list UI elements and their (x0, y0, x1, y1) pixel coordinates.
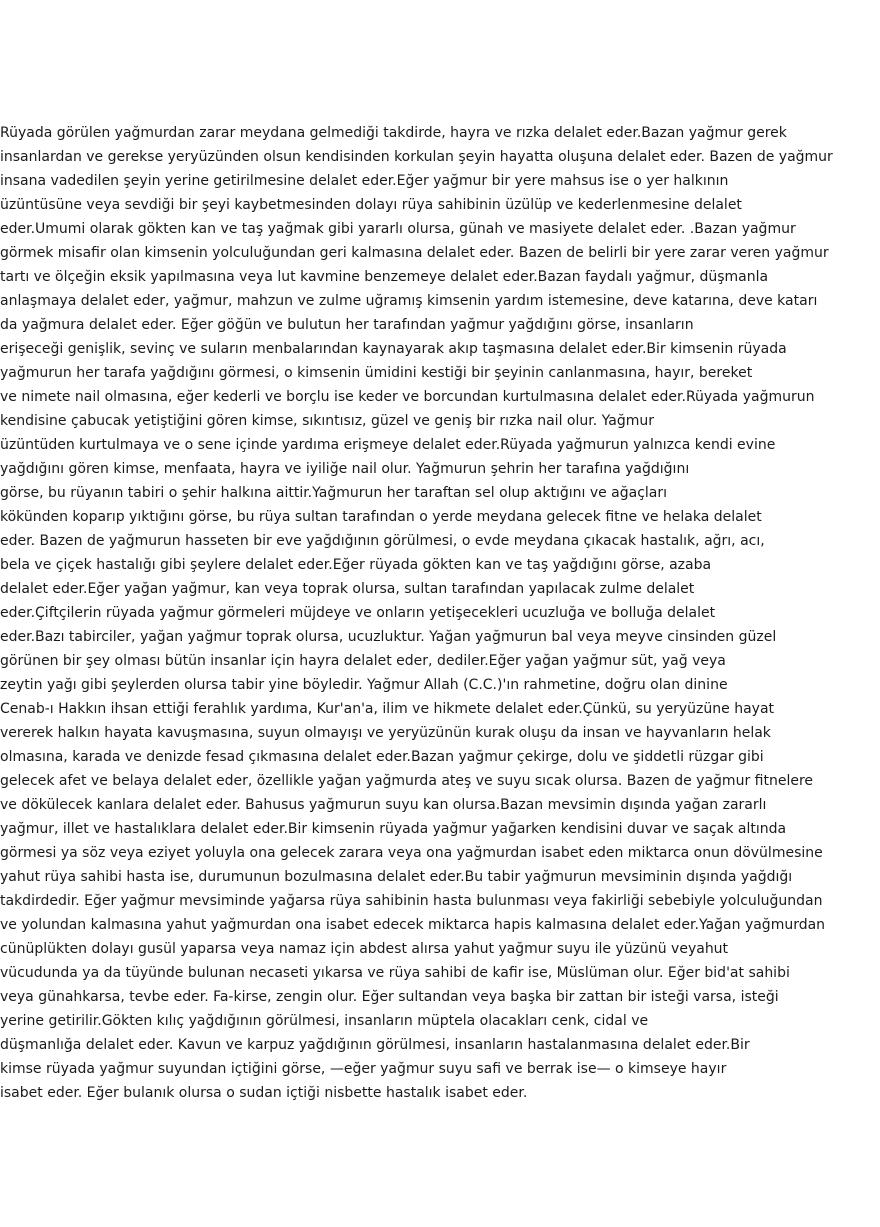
text-line: Rüyada görülen yağmurdan zarar meydana gelmediği takdirde, hayra ve rızka delalet eder.Bazan yağmur gerek (0, 125, 787, 141)
text-line: erişeceği genişlik, sevinç ve suların menbalarından kaynayarak akıp taşmasına delalet eder.Bir kimsenin rüyada (0, 341, 787, 357)
text-line: yağmurun her tarafa yağdığını görmesi, o kimsenin ümidini kestiği bir şeyinin canlanmasına, hayır, bereket (0, 365, 753, 381)
text-line: yağdığını gören kimse, menfaata, hayra ve iyiliğe nail olur. Yağmurun şehrin her tarafına yağdığını (0, 461, 690, 477)
text-line: bela ve çiçek hastalığı gibi şeylere delalet eder.Eğer rüyada gökten kan ve taş yağdığını görse, azaba (0, 557, 712, 573)
text-line: vererek halkın hayata kavuşmasına, suyun olmayışı ve yeryüzünün kurak oluşu da insan ve hayvanların helak (0, 725, 771, 741)
text-line: kendisine çabucak yetiştiğini gören kimse, sıkıntısız, güzel ve geniş bir rızka nail olur. Yağmur (0, 413, 654, 429)
text-line: gelecek afet ve belaya delalet eder, özellikle yağan yağmurda ateş ve suyu sıcak olursa. Bazen de yağmur fitnelere (0, 773, 814, 789)
text-line: eder.Çiftçilerin rüyada yağmur görmeleri müjdeye ve onların yetişecekleri ucuzluğa ve bolluğa delalet (0, 605, 716, 621)
text-line: insanlardan ve gerekse yeryüzünden olsun kendisinden korkulan şeyin hayatta oluşuna delalet eder. Bazen de yağmur (0, 149, 833, 165)
text-line: görmek misafir olan kimsenin yolculuğundan geri kalmasına delalet eder. Bazen de belirli bir yere zarar veren yağmur (0, 245, 829, 261)
text-line: vücudunda ya da tüyünde bulunan necaseti yıkarsa ve rüya sahibi de kafir ise, Müslüman olur. Eğer bid'at sahibi (0, 965, 790, 981)
text-line: delalet eder.Eğer yağan yağmur, kan veya toprak olursa, sultan tarafından yapılacak zulme delalet (0, 581, 695, 597)
text-line: anlaşmaya delalet eder, yağmur, mahzun ve zulme uğramış kimsenin yardım istemesine, deve katarına, deve katarı (0, 293, 818, 309)
text-line: görmesi ya söz veya eziyet yoluyla ona gelecek zarara veya ona yağmurdan isabet eden miktarca onun dövülmesine (0, 845, 823, 861)
text-line: takdirdedir. Eğer yağmur mevsiminde yağarsa rüya sahibinin hasta bulunması veya fakirliği sebebiyle yolculuğundan (0, 893, 823, 909)
text-line: ve nimete nail olmasına, eğer kederli ve borçlu ise keder ve borcundan kurtulmasına delalet eder.Rüyada yağmurun (0, 389, 815, 405)
text-line: zeytin yağı gibi şeylerden olursa tabir yine böyledir. Yağmur Allah (C.C.)'ın rahmetine, doğru olan dinine (0, 677, 728, 693)
text-line: olmasına, karada ve denizde fesad çıkmasına delalet eder.Bazan yağmur çekirge, dolu ve şiddetli rüzgar gibi (0, 749, 764, 765)
text-line: yağmur, illet ve hastalıklara delalet eder.Bir kimsenin rüyada yağmur yağarken kendisini duvar ve saçak altında (0, 821, 787, 837)
text-line: Cenab-ı Hakkın ihsan ettiği ferahlık yardıma, Kur'an'a, ilim ve hikmete delalet eder.Çünkü, su yeryüzüne hayat (0, 701, 775, 717)
text-line: isabet eder. Eğer bulanık olursa o sudan içtiği nisbette hastalık isabet eder. (0, 1085, 528, 1101)
text-line: cünüplükten dolayı gusül yaparsa veya namaz için abdest alırsa yahut yağmur suyu ile yüzünü veyahut (0, 941, 729, 957)
text-line: ve dökülecek kanlara delalet eder. Bahusus yağmurun suyu kan olursa.Bazan mevsimin dışında yağan zararlı (0, 797, 767, 813)
text-line: kökünden koparıp yıktığını görse, bu rüya sultan tarafından o yerde meydana gelecek fitne ve helaka delalet (0, 509, 762, 525)
text-line: eder.Umumi olarak gökten kan ve taş yağmak gibi yararlı olursa, günah ve masiyete delalet eder. .Bazan yağmur (0, 221, 796, 237)
text-line: insana vadedilen şeyin yerine getirilmesine delalet eder.Eğer yağmur bir yere mahsus ise o yer halkının (0, 173, 729, 189)
text-line: üzüntüsüne veya sevdiği bir şeyi kaybetmesinden dolayı rüya sahibinin üzülüp ve kederlenmesine delalet (0, 197, 742, 213)
text-line: görse, bu rüyanın tabiri o şehir halkına aittir.Yağmurun her taraftan sel olup aktığını ve ağaçları (0, 485, 668, 501)
text-line: eder.Bazı tabirciler, yağan yağmur toprak olursa, ucuzluktur. Yağan yağmurun bal veya meyve cinsinden güzel (0, 629, 777, 645)
text-line: ve yolundan kalmasına yahut yağmurdan ona isabet edecek miktarca hapis kalmasına delalet eder.Yağan yağmurdan (0, 917, 826, 933)
text-line: tartı ve ölçeğin eksik yapılmasına veya lut kavmine benzemeye delalet eder.Bazan faydalı yağmur, düşmanla (0, 269, 769, 285)
text-line: görünen bir şey olması bütün insanlar için hayra delalet eder, dediler.Eğer yağan yağmur süt, yağ veya (0, 653, 726, 669)
text-line: eder. Bazen de yağmurun hasseten bir eve yağdığının görülmesi, o evde meydana çıkacak hastalık, ağrı, acı, (0, 533, 765, 549)
text-line: da yağmura delalet eder. Eğer göğün ve bulutun her tarafından yağmur yağdığını görse, insanların (0, 317, 694, 333)
text-line: düşmanlığa delalet eder. Kavun ve karpuz yağdığının görülmesi, insanların hastalanmasına delalet eder.Bir (0, 1037, 750, 1053)
text-line: üzüntüden kurtulmaya ve o sene içinde yardıma erişmeye delalet eder.Rüyada yağmurun yalnızca kendi evine (0, 437, 776, 453)
text-line: yerine getirilir.Gökten kılıç yağdığının görülmesi, insanların müptela olacakları cenk, cidal ve (0, 1013, 649, 1029)
text-line: kimse rüyada yağmur suyundan içtiğini görse, —eğer yağmur suyu safi ve berrak ise— o kimseye hayır (0, 1061, 727, 1077)
text-line: yahut rüya sahibi hasta ise, durumunun bozulmasına delalet eder.Bu tabir yağmurun mevsiminin dışında yağdığı (0, 869, 793, 885)
article-text (0, 121, 880, 1105)
text-line: veya günahkarsa, tevbe eder. Fa-kirse, zengin olur. Eğer sultandan veya başka bir zattan bir isteği varsa, isteği (0, 989, 779, 1005)
